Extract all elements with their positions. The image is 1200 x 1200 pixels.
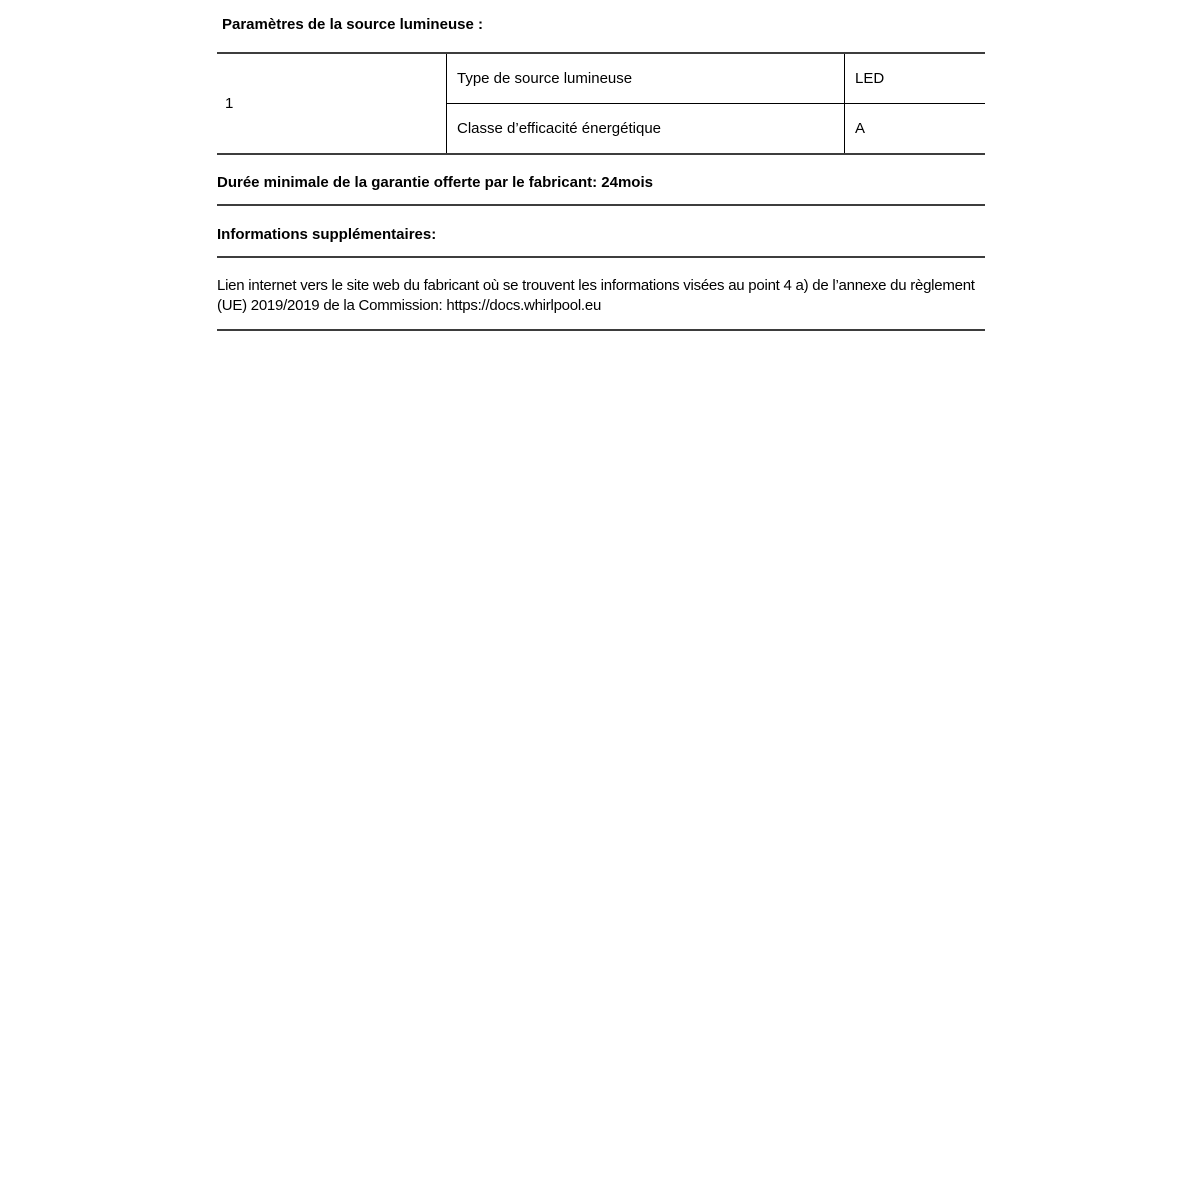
- table-rows: [447, 54, 985, 153]
- parameters-table: [217, 52, 985, 155]
- table-index-label: 1: [225, 95, 234, 112]
- document-page: [217, 0, 985, 1200]
- table-index-cell: [217, 54, 447, 153]
- additional-info-heading: Informations supplémentaires:: [217, 226, 437, 243]
- param-value-light-source-type: LED: [855, 70, 885, 87]
- page-title: Paramètres de la source lumineuse :: [222, 16, 483, 33]
- param-value-energy-class: A: [855, 120, 866, 137]
- separator-line: [217, 204, 985, 206]
- separator-line: [217, 256, 985, 258]
- param-label-energy-class: Classe d’efficacité énergétique: [447, 104, 845, 153]
- table-row: [447, 54, 985, 104]
- manufacturer-link-paragraph: Lien internet vers le site web du fabricant où se trouvent les informations visées au point 4 a) de l’annexe du règlement (UE) 2019/2019 de la Commission: https://docs.whirlpool.eu: [217, 277, 975, 314]
- warranty-statement: Durée minimale de la garantie offerte par le fabricant: 24mois: [217, 174, 653, 191]
- table-row: [447, 104, 985, 153]
- param-label-light-source-type: Type de source lumineuse: [447, 54, 845, 103]
- separator-line: [217, 329, 985, 331]
